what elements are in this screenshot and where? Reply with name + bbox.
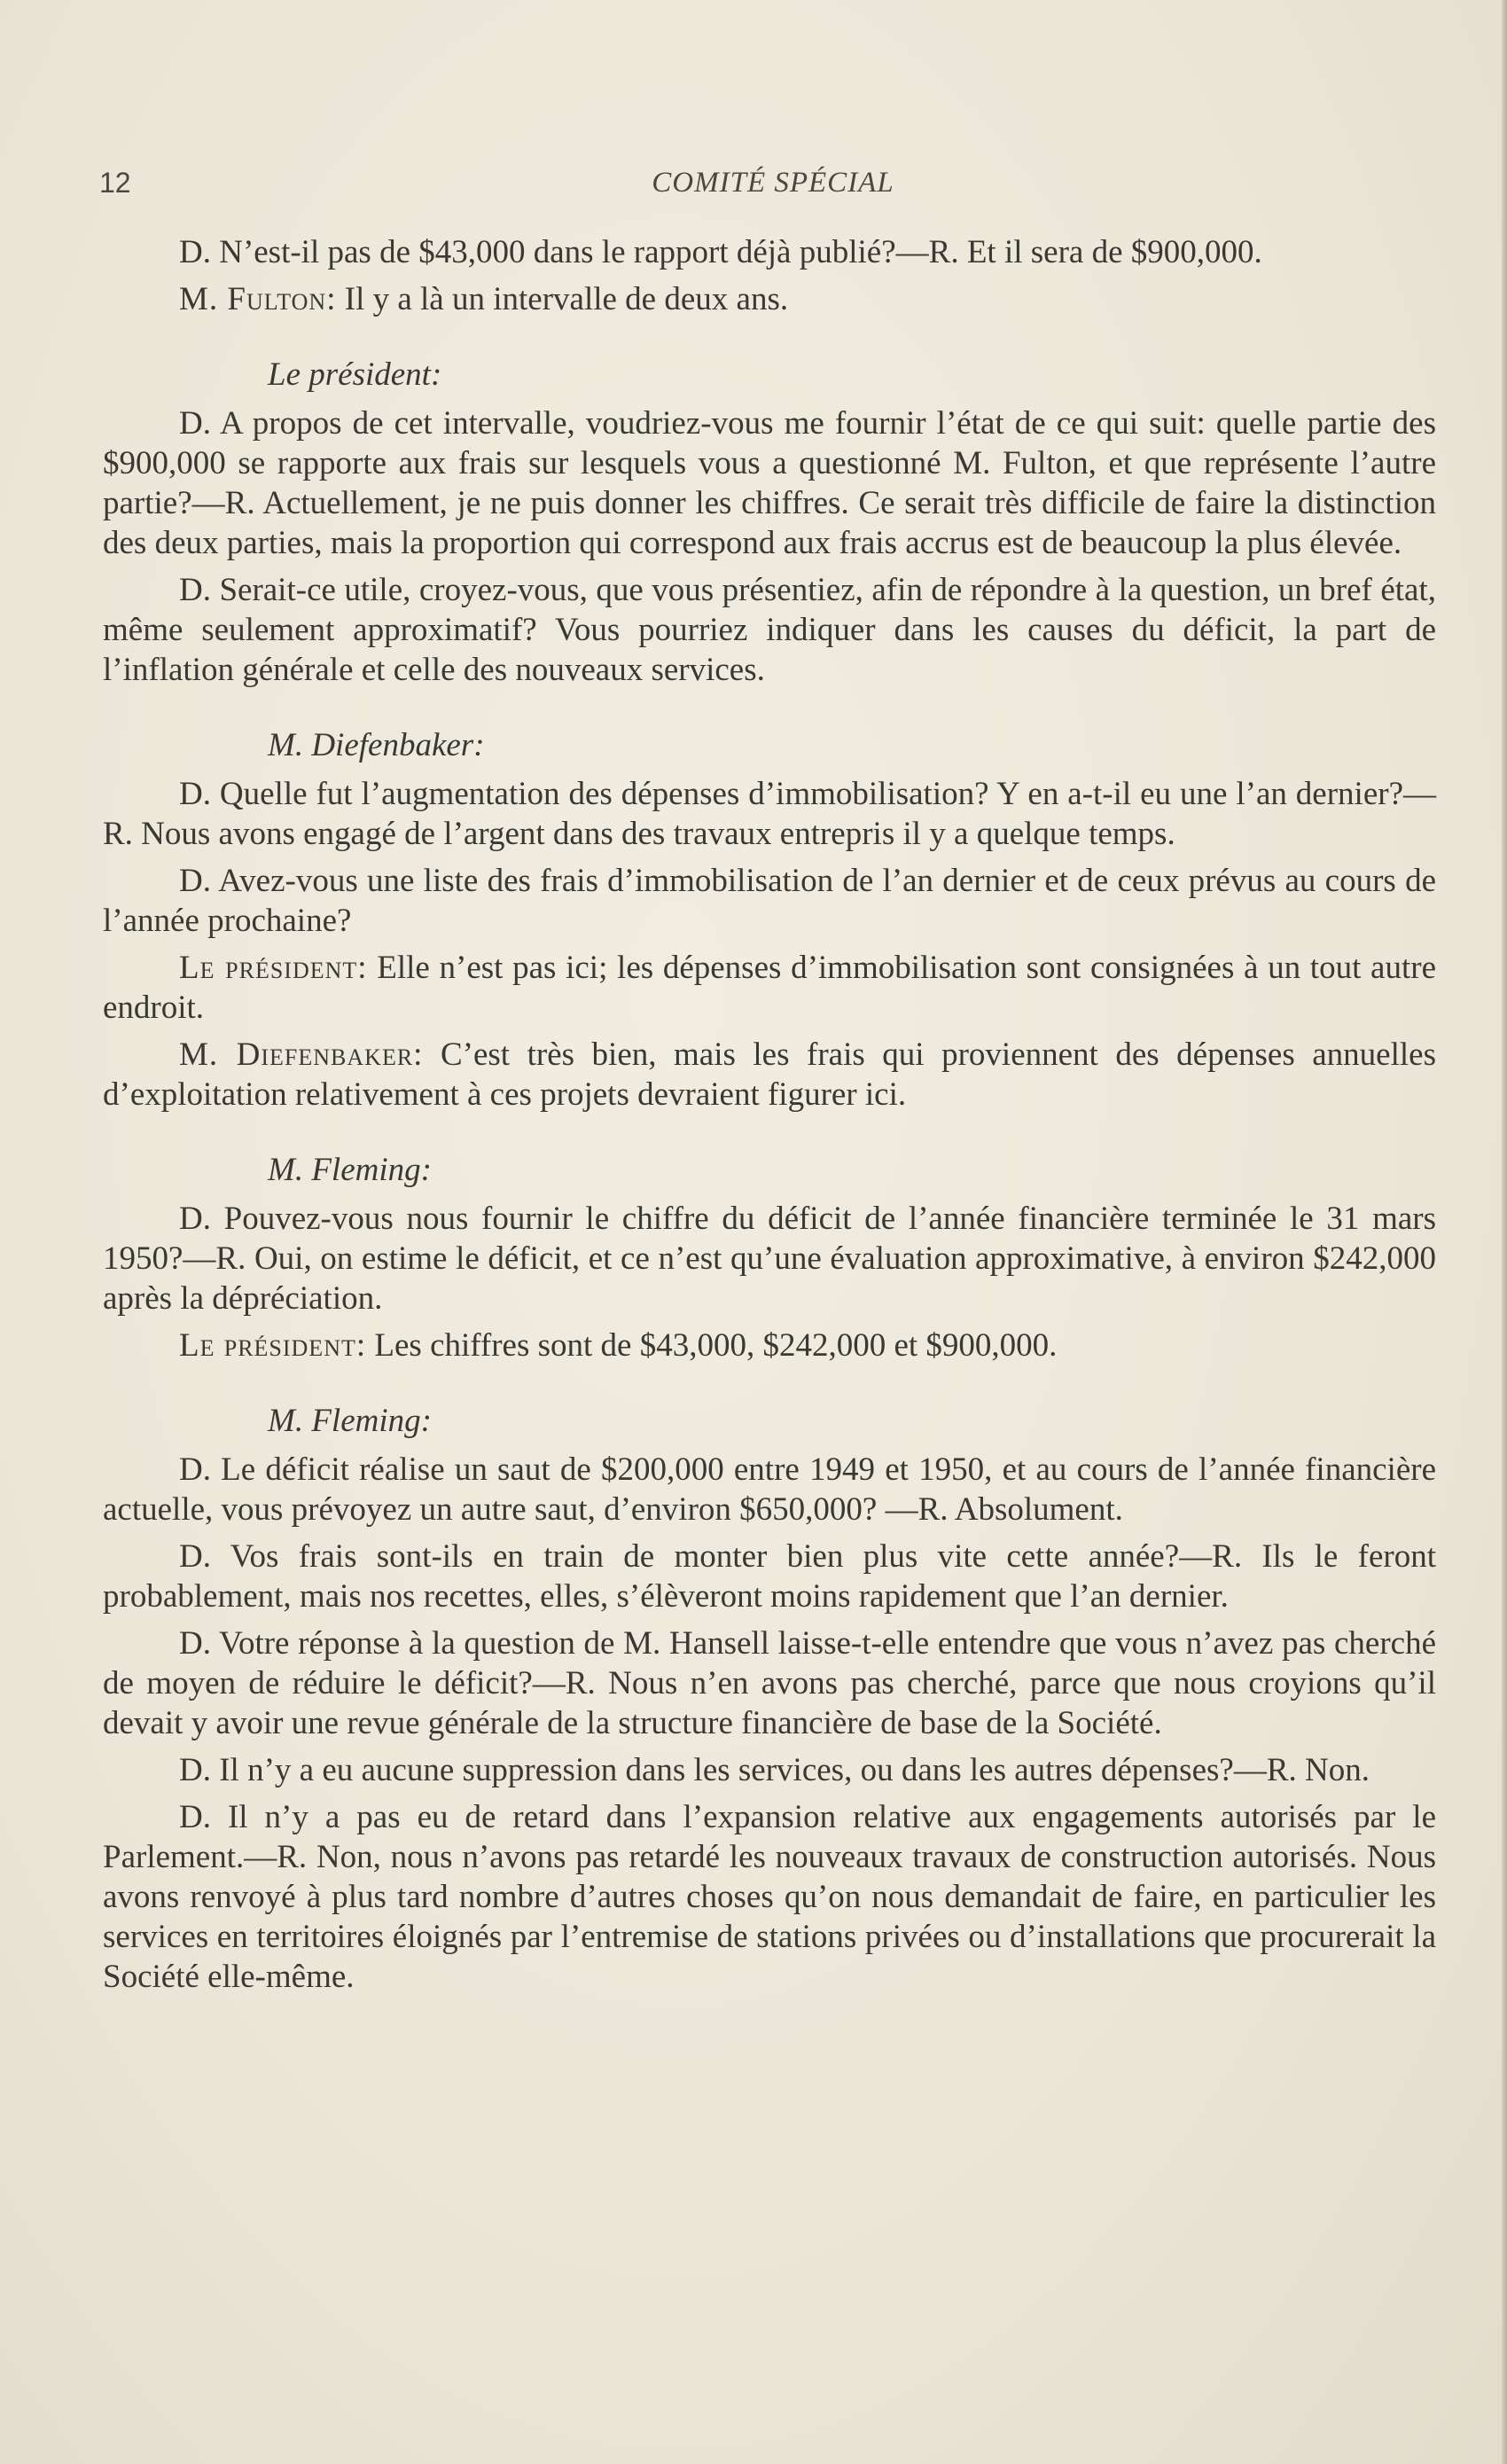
paragraph-6: D. Avez-vous une liste des frais d’immobilisation de l’an dernier et de ceux prévus au cours de l’année prochaine? (103, 863, 1436, 939)
paragraph-9: D. Pouvez-vous nous fournir le chiffre du déficit de l’année financière terminée le 31 mars 1950?—R. Oui, on estime le déficit, et ce n’est qu’une évaluation approximative, à environ $242,000 après la dépréciation. (103, 1201, 1436, 1317)
paragraph-3: D. A propos de cet intervalle, voudriez-vous me fournir l’état de ce qui suit: quelle partie des $900,000 se rapporte aux frais sur lesquels vous a questionné M. Fulton, et que représente l’autre partie?—R. Actuellement, je ne puis donner les chiffres. Ce serait très difficile de faire la distinction des deux parties, mais la proportion qui correspond aux frais accrus est de beaucoup la plus élevée. (103, 405, 1436, 561)
paragraph-15: D. Il n’y a pas eu de retard dans l’expansion relative aux engagements autorisés par le Parlement.—R. Non, nous n’avons pas retardé les nouveaux travaux de construction autorisés. Nous avons renvoyé à plus tard nombre d’autres choses qu’on nous demandait de faire, en particulier les services en territoires éloignés par l’entremise de stations privées ou d’installations que procurerait la Société elle-même. (103, 1799, 1436, 1995)
paragraph-1: D. N’est-il pas de $43,000 dans le rapport déjà publié?—R. Et il sera de $900,000. (179, 234, 1262, 270)
paragraph-2 (103, 279, 1436, 319)
subheading-fleming: M. Fleming: (268, 1152, 432, 1188)
body-text (103, 232, 1436, 2004)
subheading-diefenbaker: M. Diefenbaker: (268, 727, 485, 763)
paragraph-13: D. Votre réponse à la question de M. Hansell laisse-t-elle entendre que vous n’avez pas cherché de moyen de réduire le déficit?—R. Nous n’en avons pas cherché, parce que nous croyions qu’il devait y avoir une revue générale de la structure financière de base de la Société. (103, 1625, 1436, 1741)
paragraph-5: D. Quelle fut l’augmentation des dépenses d’immobilisation? Y en a-t-il eu une l’an dernier?—R. Nous avons engagé de l’argent dans des travaux entrepris il y a quelque temps. (103, 776, 1436, 852)
paragraph-11: D. Le déficit réalise un saut de $200,000 entre 1949 et 1950, et au cours de l’année financière actuelle, vous prévoyez un autre saut, d’environ $650,000? —R. Absolument. (103, 1451, 1436, 1528)
running-head: COMITÉ SPÉCIAL (652, 167, 894, 199)
page-header (99, 167, 1447, 211)
speaker-text: C’est très bien, mais les frais qui proviennent des dépenses annuelles d’exploitation relativement à ces projets devraient figurer ici. (103, 1036, 1436, 1113)
subheading-fleming-2: M. Fleming: (268, 1403, 432, 1439)
speaker-text: Il y a là un intervalle de deux ans. (336, 281, 789, 317)
paragraph-8 (103, 1035, 1436, 1115)
paragraph-4: D. Serait-ce utile, croyez-vous, que vous présentiez, afin de répondre à la question, un bref état, même seulement approximatif? Vous pourriez indiquer dans les causes du déficit, la part de l’inflation générale et celle des nouveaux services. (103, 572, 1436, 688)
subheading-le-president: Le président: (268, 356, 442, 393)
page-number: 12 (99, 167, 131, 199)
speaker-text: Elle n’est pas ici; les dépenses d’immobilisation sont consignées à un tout autre endroit. (103, 950, 1436, 1026)
speaker-text: Les chiffres sont de $43,000, $242,000 et $900,000. (366, 1327, 1058, 1364)
paragraph-12: D. Vos frais sont-ils en train de monter bien plus vite cette année?—R. Ils le feront probablement, mais nos recettes, elles, s’élèveront moins rapidement que l’an dernier. (103, 1538, 1436, 1615)
page-edge (1502, 0, 1507, 2464)
speaker-name: Le président: (179, 950, 368, 986)
paragraph-7 (103, 948, 1436, 1028)
speaker-name: M. Fulton: (179, 281, 337, 317)
speaker-name: Le président: (179, 1327, 367, 1364)
paragraph-14: D. Il n’y a eu aucune suppression dans les services, ou dans les autres dépenses?—R. Non. (179, 1752, 1370, 1788)
speaker-name: M. Diefenbaker: (179, 1036, 424, 1073)
paragraph-10 (103, 1326, 1436, 1365)
